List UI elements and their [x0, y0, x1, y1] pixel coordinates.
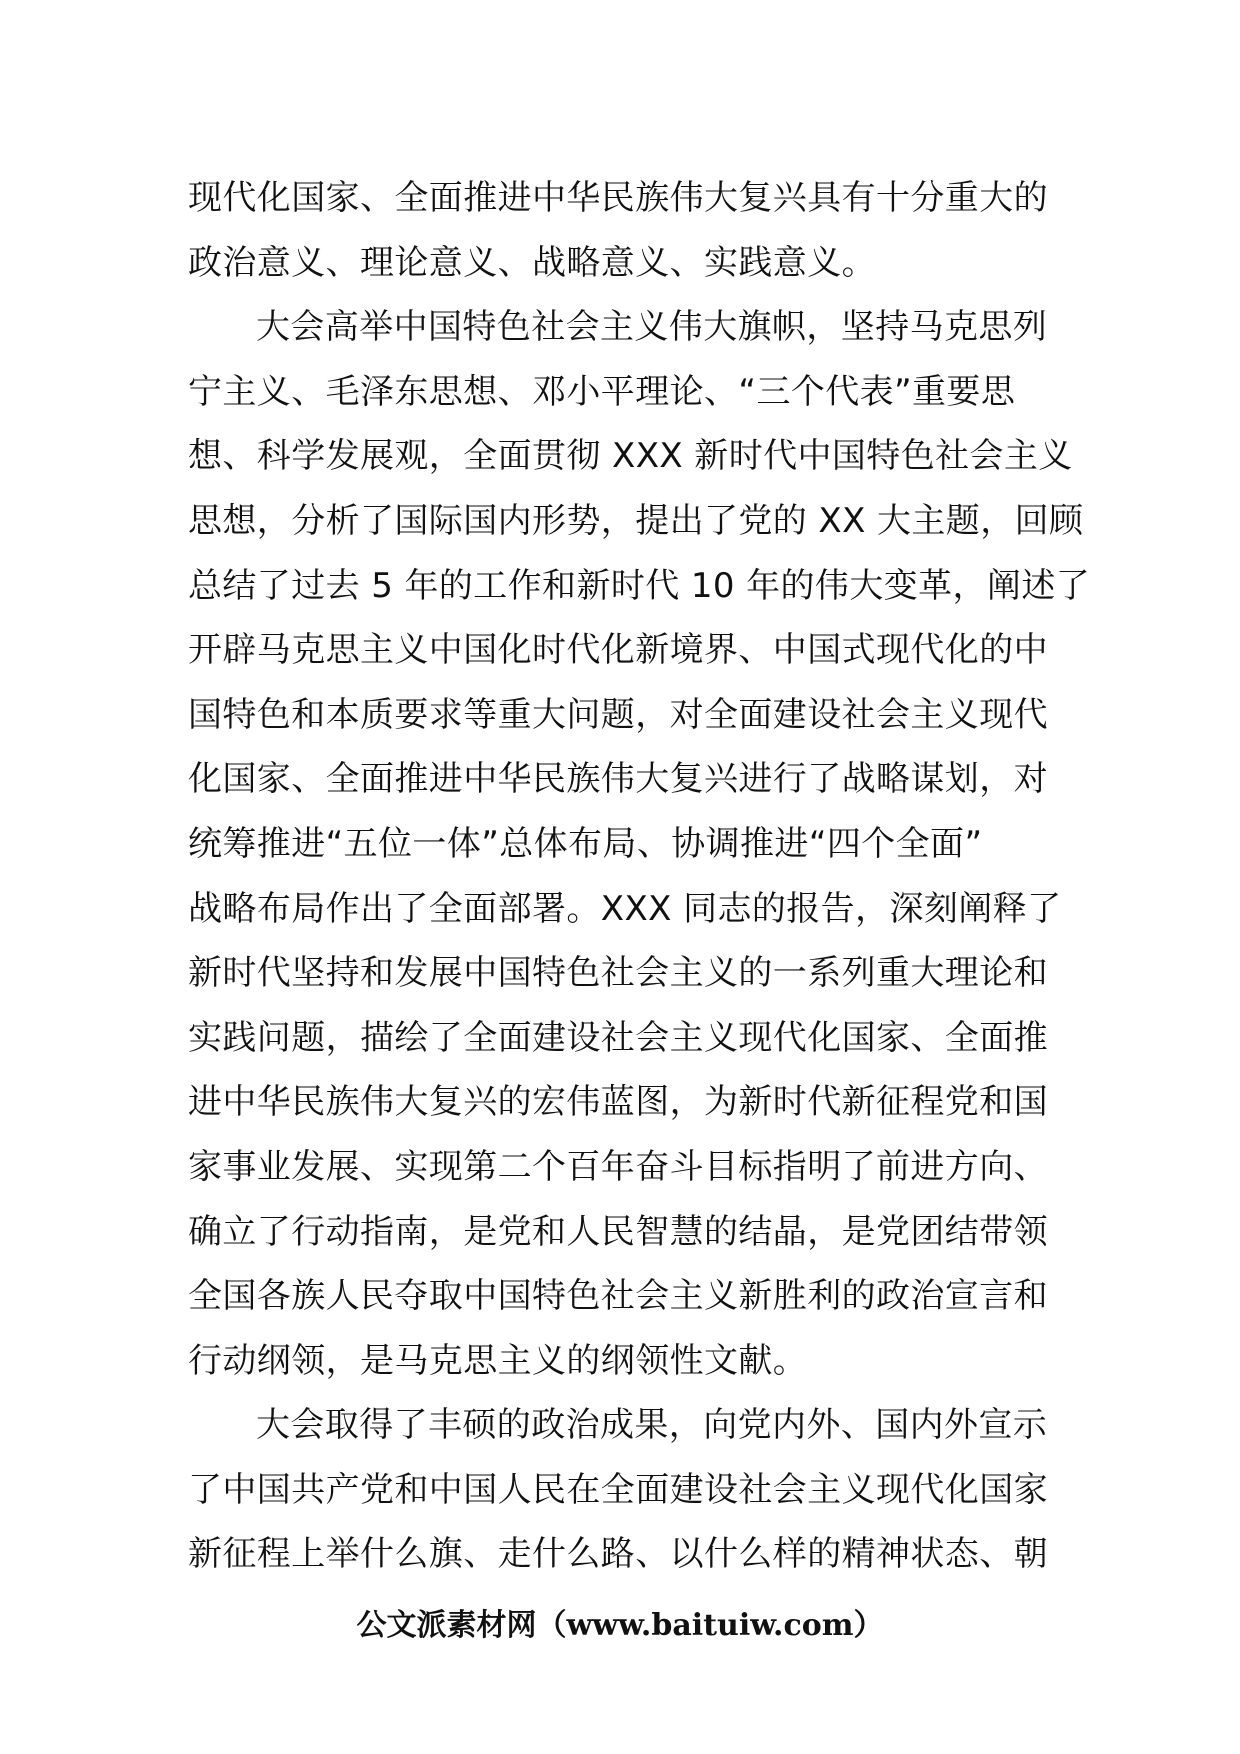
text-line: 化国家、全面推进中华民族伟大复兴进行了战略谋划，对 [188, 759, 1048, 800]
paragraph-first-line: 大会取得了丰硕的政治成果，向党内外、国内外宣示 [256, 1405, 1048, 1446]
paragraph-first-line: 大会高举中国特色社会主义伟大旗帜，坚持马克思列 [256, 307, 1048, 348]
text-line: 了中国共产党和中国人民在全面建设社会主义现代化国家 [188, 1469, 1048, 1510]
text-line: 新时代坚持和发展中国特色社会主义的一系列重大理论和 [188, 953, 1048, 994]
text-line: 家事业发展、实现第二个百年奋斗目标指明了前进方向、 [188, 1146, 1048, 1187]
text-line: 现代化国家、全面推进中华民族伟大复兴具有十分重大的 [188, 178, 1048, 218]
text-line: 宁主义、毛泽东思想、邓小平理论、“三个代表”重要思 [188, 371, 1016, 412]
footer-watermark: 公文派素材网（www.baituiw.com） [356, 1608, 884, 1643]
text-line: 全国各族人民夺取中国特色社会主义新胜利的政治宣言和 [188, 1276, 1048, 1317]
text-line: 国特色和本质要求等重大问题，对全面建设社会主义现代 [188, 694, 1048, 735]
text-line: 想、科学发展观，全面贯彻 XXX 新时代中国特色社会主义 [188, 436, 1073, 477]
text-line: 开辟马克思主义中国化时代化新境界、中国式现代化的中 [188, 630, 1048, 671]
document-body [188, 166, 1091, 1587]
text-line: 确立了行动指南，是党和人民智慧的结晶，是党团结带领 [188, 1211, 1048, 1252]
text-line: 新征程上举什么旗、走什么路、以什么样的精神状态、朝 [188, 1534, 1048, 1575]
text-line: 总结了过去 5 年的工作和新时代 10 年的伟大变革，阐述了 [188, 565, 1091, 606]
text-line: 政治意义、理论意义、战略意义、实践意义。 [188, 242, 876, 283]
text-line: 思想，分析了国际国内形势，提出了党的 XX 大主题，回顾 [188, 500, 1084, 541]
text-line: 战略布局作出了全面部署。XXX 同志的报告，深刻阐释了 [188, 888, 1062, 929]
text-line: 实践问题，描绘了全面建设社会主义现代化国家、全面推 [188, 1017, 1048, 1058]
text-line: 统筹推进“五位一体”总体布局、协调推进“四个全面” [188, 823, 983, 864]
text-line: 进中华民族伟大复兴的宏伟蓝图，为新时代新征程党和国 [188, 1082, 1048, 1123]
text-line: 行动纲领，是马克思主义的纲领性文献。 [188, 1340, 808, 1381]
